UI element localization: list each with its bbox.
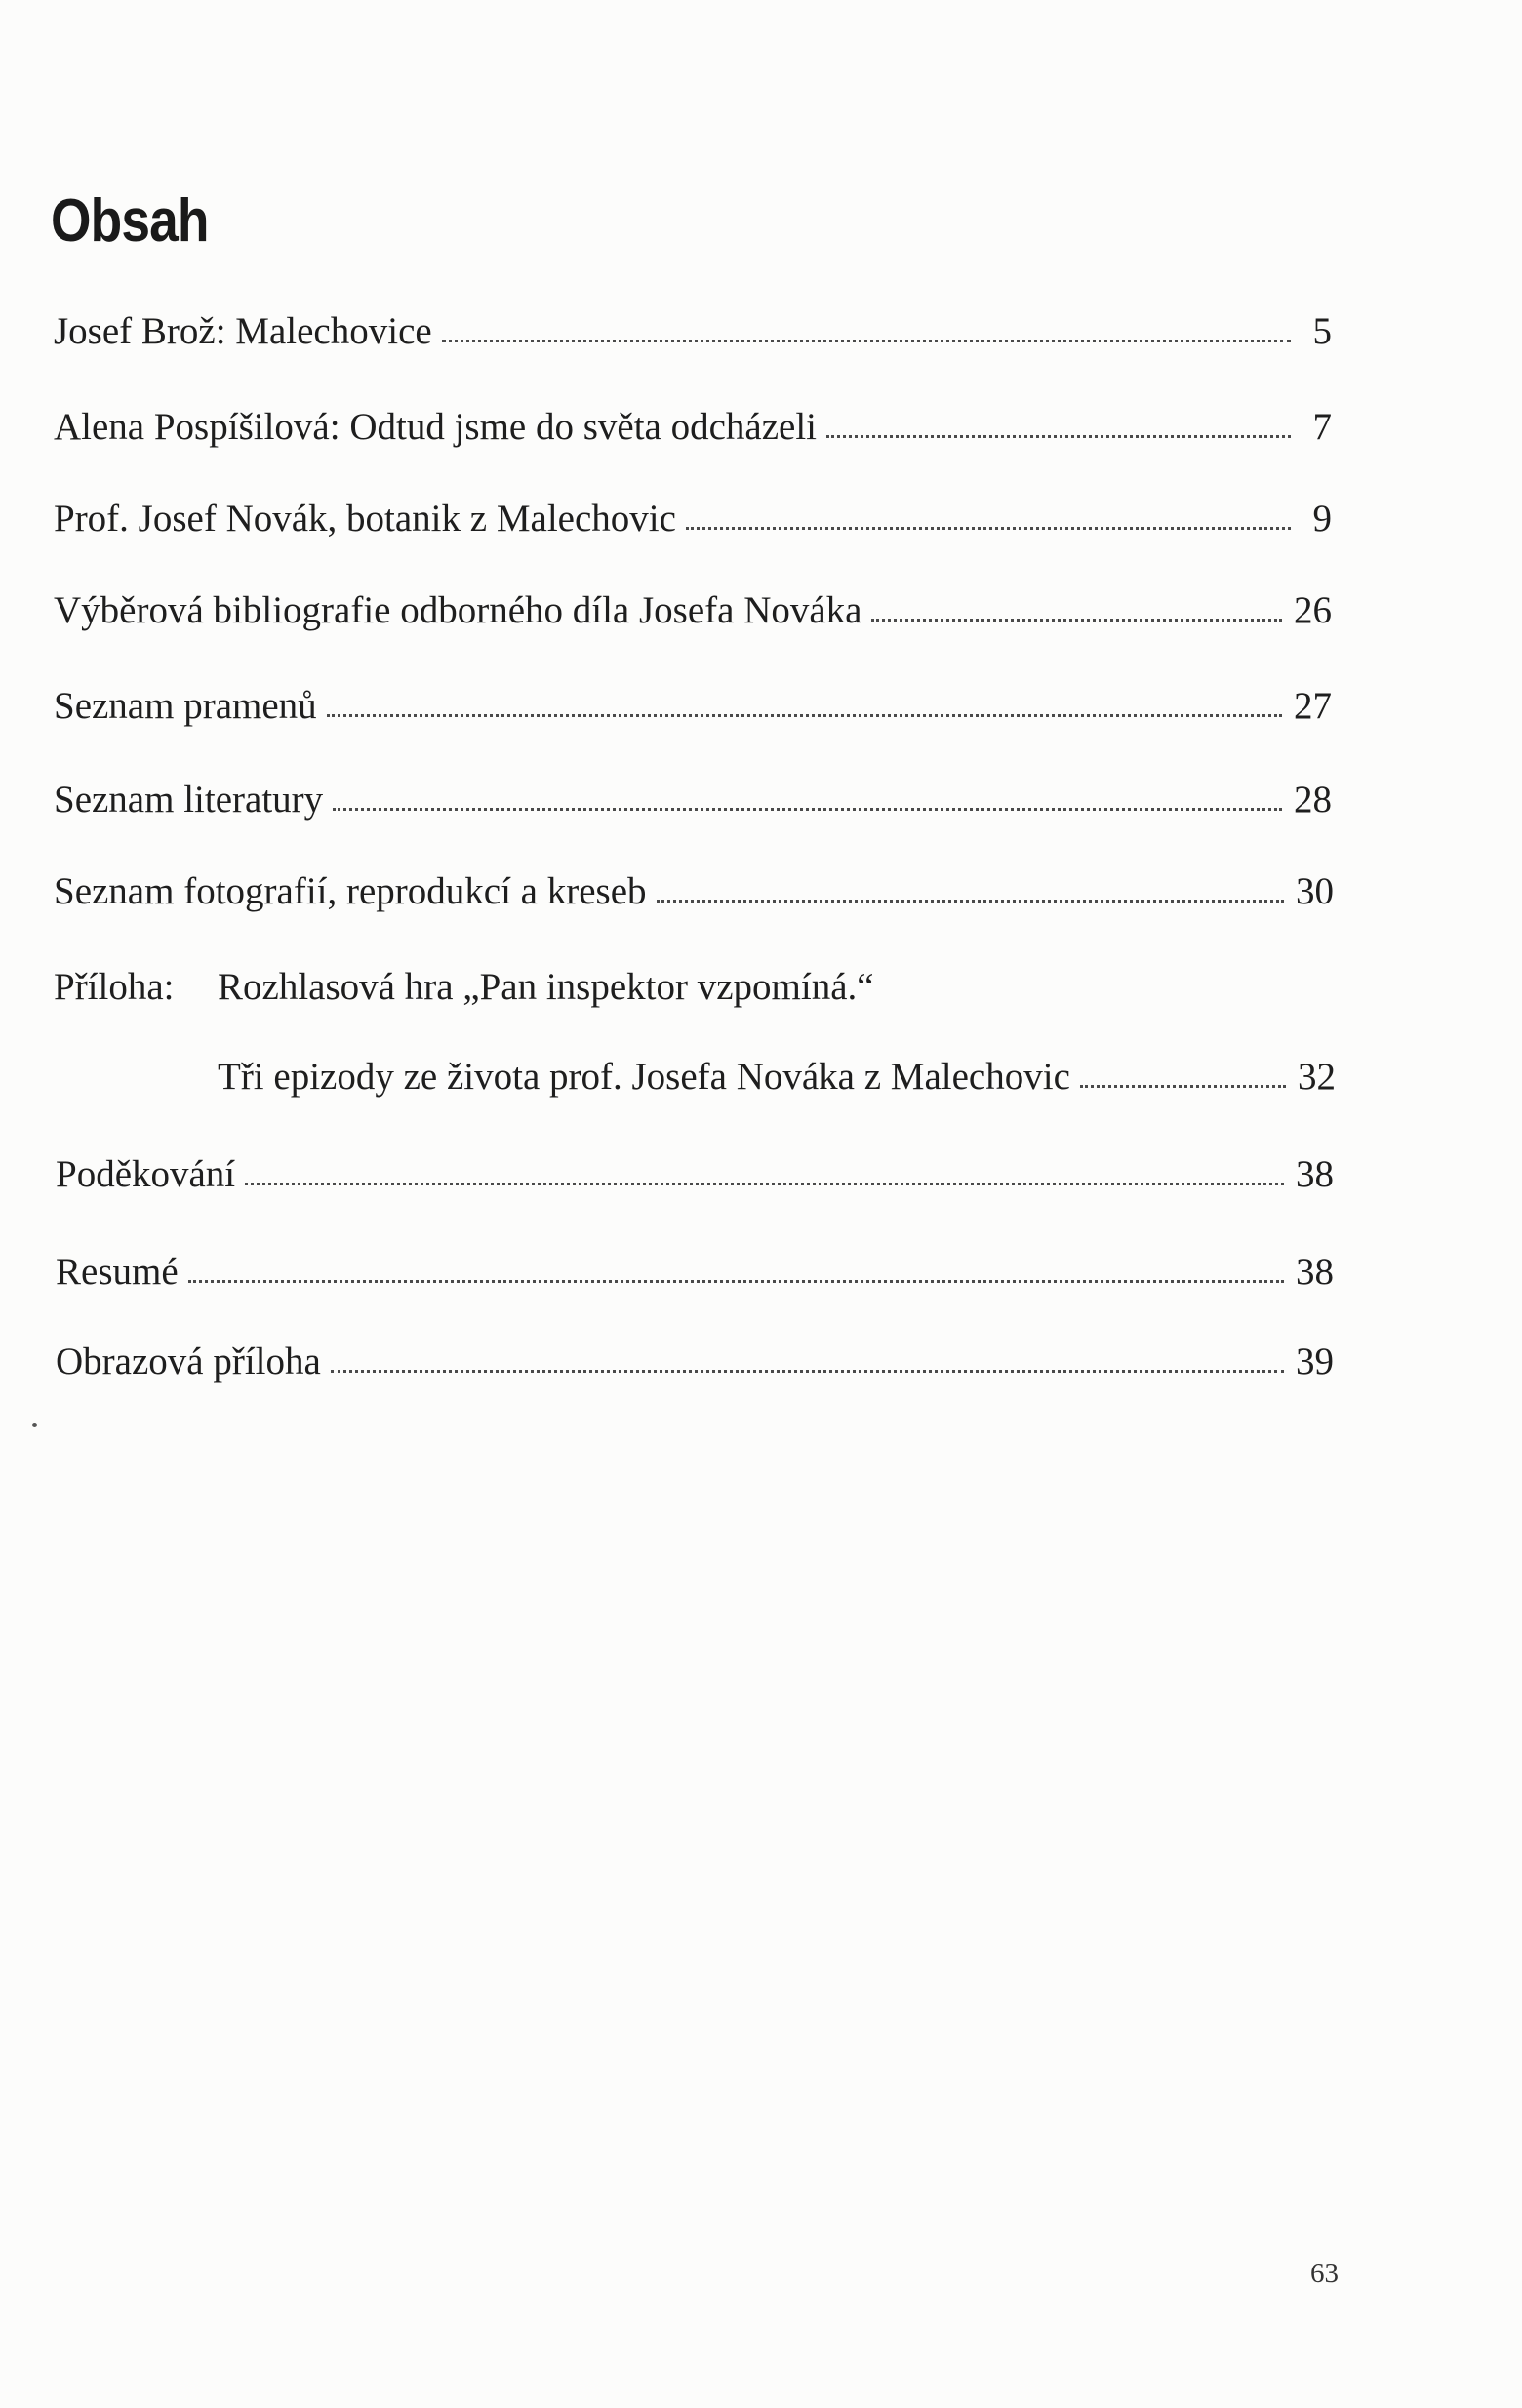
toc-entry-page: 7 bbox=[1312, 406, 1332, 448]
toc-entry-title: Alena Pospíšilová: Odtud jsme do světa odcházeli bbox=[54, 406, 818, 448]
toc-entry-page: 30 bbox=[1296, 870, 1334, 912]
toc-entry-page: 26 bbox=[1294, 589, 1332, 631]
toc-entry bbox=[56, 1253, 1334, 1291]
toc-entry bbox=[54, 500, 1332, 538]
toc-entry-page: 9 bbox=[1312, 498, 1332, 540]
toc-entry-title: Poděkování bbox=[56, 1153, 236, 1195]
dot-leader bbox=[686, 527, 1291, 530]
toc-entry-page: 38 bbox=[1296, 1251, 1334, 1293]
toc-entry-title: Tři epizody ze života prof. Josefa Nováka z Malechovic bbox=[218, 1056, 1070, 1098]
toc-entry-title: Obrazová příloha bbox=[56, 1341, 321, 1383]
toc-appendix-line bbox=[54, 968, 874, 1006]
dot-leader bbox=[188, 1280, 1284, 1283]
toc-entry-title: Výběrová bibliografie odborného díla Josefa Nováka bbox=[54, 589, 862, 631]
dot-leader bbox=[327, 714, 1282, 717]
dot-leader bbox=[245, 1183, 1284, 1185]
appendix-title: Rozhlasová hra „Pan inspektor vzpomíná.“ bbox=[218, 966, 874, 1008]
appendix-prefix: Příloha: bbox=[54, 966, 175, 1008]
toc-appendix-heading bbox=[54, 968, 1332, 1006]
toc-entry bbox=[56, 1343, 1334, 1381]
toc-entry bbox=[54, 687, 1332, 725]
toc-entry-title: Seznam pramenů bbox=[54, 685, 317, 727]
toc-entry-page: 38 bbox=[1296, 1153, 1334, 1195]
dot-leader bbox=[1080, 1085, 1286, 1088]
toc-entry-page: 27 bbox=[1294, 685, 1332, 727]
dot-leader bbox=[333, 808, 1282, 811]
toc-entry-title: Seznam fotografií, reprodukcí a kreseb bbox=[54, 870, 647, 912]
dot-leader bbox=[871, 619, 1282, 622]
toc-entry bbox=[54, 872, 1334, 910]
dot-leader bbox=[657, 900, 1284, 903]
toc-entry bbox=[54, 408, 1332, 446]
toc-entry-page: 39 bbox=[1296, 1341, 1334, 1383]
toc-entry-page: 5 bbox=[1312, 310, 1332, 352]
toc-entry bbox=[218, 1058, 1336, 1096]
toc-entry bbox=[54, 781, 1332, 819]
page-title: Obsah bbox=[51, 187, 209, 255]
toc-entry bbox=[56, 1155, 1334, 1193]
toc-entry-title: Prof. Josef Novák, botanik z Malechovic bbox=[54, 498, 676, 540]
dot-leader bbox=[826, 435, 1291, 438]
paper-speck bbox=[32, 1423, 37, 1427]
toc-entry bbox=[54, 312, 1332, 350]
dot-leader bbox=[331, 1370, 1284, 1373]
toc-entry-title: Resumé bbox=[56, 1251, 179, 1293]
toc-entry-page: 28 bbox=[1294, 779, 1332, 821]
toc-entry bbox=[54, 591, 1332, 629]
dot-leader bbox=[442, 340, 1291, 342]
toc-entry-title: Josef Brož: Malechovice bbox=[54, 310, 432, 352]
toc-entry-title: Seznam literatury bbox=[54, 779, 324, 821]
toc-entry-page: 32 bbox=[1298, 1056, 1336, 1098]
page-number: 63 bbox=[1310, 2258, 1339, 2289]
